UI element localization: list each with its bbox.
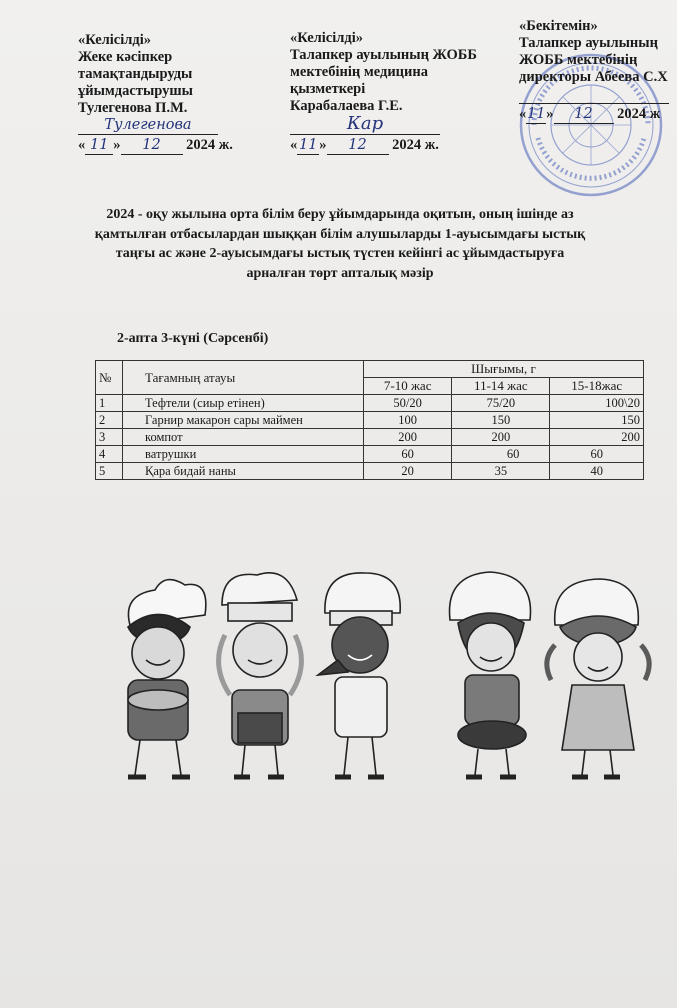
table-row	[96, 412, 644, 429]
approval-line: ұйымдастырушы	[78, 83, 193, 99]
date-year: 2024 ж	[617, 106, 661, 122]
yield-value: 200	[452, 429, 550, 446]
approval-line: Талапкер ауылының ЖОББ	[290, 47, 477, 63]
document-title: 2024 - оқу жылына орта білім беру ұйымдарында оқитын, оның ішінде аз қамтылған отбасылардан шыққан білім алушыларды 1-ауысымдағы ыстық таңғы ас және 2-ауысымдағы ыстық түстен кейінгі ас ұйымдастыруға арналған төрт апталық мәзір	[94, 207, 586, 281]
column-header-dish-name: Тағамның атауы	[123, 361, 364, 395]
date-day: 11	[527, 106, 546, 122]
handwritten-signature: Тулегенова	[104, 117, 192, 133]
approval-date: « 11 » 12 2024 ж.	[78, 137, 233, 153]
approval-line: ЖОББ мектебінің	[519, 52, 638, 68]
yield-value: 35	[452, 463, 550, 480]
column-header-number: №	[96, 361, 123, 395]
chef-child-3	[318, 573, 400, 777]
chef-child-4	[450, 572, 531, 777]
column-header-age-group: 11-14 жас	[452, 378, 550, 395]
yield-value: 50/20	[364, 395, 452, 412]
approval-heading: «Келісілді»	[290, 30, 364, 46]
row-number: 2	[96, 412, 123, 429]
row-number: 1	[96, 395, 123, 412]
approval-line: тамақтандыруды	[78, 66, 193, 82]
date-month: 12	[142, 137, 161, 153]
date-day: 11	[90, 137, 109, 153]
dish-name: компот	[123, 429, 364, 446]
table-row	[96, 429, 644, 446]
table-row	[96, 446, 644, 463]
handwritten-signature: Кар	[346, 113, 384, 134]
date-year: 2024 ж.	[186, 137, 233, 153]
date-month: 12	[574, 106, 593, 122]
chef-child-5	[547, 579, 649, 777]
table-row	[96, 395, 644, 412]
approval-line: Жеке кәсіпкер	[78, 49, 173, 65]
yield-value: 100\20	[550, 395, 644, 412]
yield-value: 60	[550, 446, 644, 463]
column-header-age-group: 7-10 жас	[364, 378, 452, 395]
signature-line	[78, 117, 233, 135]
yield-value: 150	[550, 412, 644, 429]
chef-child-2	[219, 573, 302, 777]
approval-signer-name: директоры Абеева С.Х	[519, 69, 668, 85]
yield-value: 200	[550, 429, 644, 446]
yield-value: 60	[364, 446, 452, 463]
row-number: 3	[96, 429, 123, 446]
yield-value: 20	[364, 463, 452, 480]
yield-value: 100	[364, 412, 452, 429]
approval-block-medic	[290, 30, 477, 155]
approval-signer-name: Карабалаева Г.Е.	[290, 98, 403, 114]
menu-table	[95, 360, 644, 480]
yield-value: 60	[452, 446, 550, 463]
approval-block-caterer	[78, 32, 233, 155]
approval-line: Талапкер ауылының	[519, 35, 658, 51]
signature-line	[519, 86, 669, 104]
approval-line: қызметкері	[290, 81, 366, 97]
dish-name: Қара бидай наны	[123, 463, 364, 480]
approval-line: мектебінің медицина	[290, 64, 428, 80]
week-day-subtitle: 2-апта 3-күні (Сәрсенбі)	[117, 331, 269, 346]
approval-signer-name: Тулегенова П.М.	[78, 100, 188, 116]
date-month: 12	[348, 137, 367, 153]
table-header-row	[96, 361, 644, 378]
approval-block-director	[519, 18, 669, 124]
signature-line	[290, 115, 477, 135]
yield-value: 40	[550, 463, 644, 480]
yield-value: 75/20	[452, 395, 550, 412]
table-row	[96, 463, 644, 480]
children-chefs-illustration	[110, 565, 670, 805]
approval-heading: «Бекітемін»	[519, 18, 598, 34]
yield-value: 150	[452, 412, 550, 429]
row-number: 5	[96, 463, 123, 480]
date-day: 11	[299, 137, 318, 153]
approval-date: « 11 » 12 2024 ж.	[290, 137, 439, 153]
row-number: 4	[96, 446, 123, 463]
column-header-age-group: 15-18жас	[550, 378, 644, 395]
dish-name: Тефтели (сиыр етінен)	[123, 395, 364, 412]
date-year: 2024 ж.	[392, 137, 439, 153]
column-header-yield: Шығымы, г	[364, 361, 644, 378]
dish-name: Гарнир макарон сары маймен	[123, 412, 364, 429]
chef-child-1	[128, 580, 206, 777]
approval-date: «11» 12 2024 ж	[519, 106, 661, 122]
approval-heading: «Келісілді»	[78, 32, 152, 48]
dish-name: ватрушки	[123, 446, 364, 463]
yield-value: 200	[364, 429, 452, 446]
